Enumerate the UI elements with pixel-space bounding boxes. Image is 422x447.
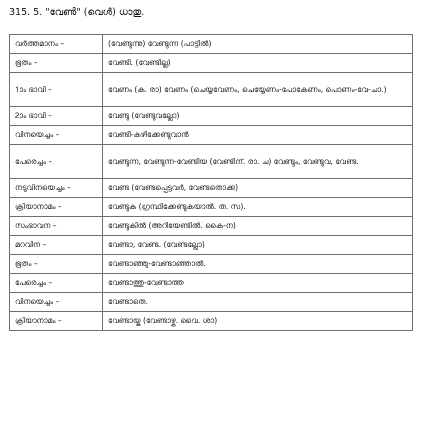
table-row: [10, 236, 413, 255]
form-label: വിനയെച്ചം –: [10, 126, 103, 145]
form-value: വേണ്ടി-കഴിക്കേണ്ടുവാൻ: [103, 126, 413, 145]
form-value: വേണ്ടുന്ന, വേണ്ടുന്ന-വേണ്ടിയ (വേണ്ടിന്. രാ. ച) വേണ്ടും, വേണ്ടുവ, വേണ്ട.: [103, 145, 413, 179]
form-label: 2ാം ഭാവി –: [10, 107, 103, 126]
table-row: [10, 198, 413, 217]
form-value: വേണ്ടുക (ഗ്രന്ഥിക്കേണ്ടുകയാൽ. ത. സ).: [103, 198, 413, 217]
table-row: [10, 274, 413, 293]
form-value: (വേണ്ടുന്നു) വേണ്ടുന്ന (പാട്ടിൽ): [103, 35, 413, 54]
form-label: സംഭാവന –: [10, 217, 103, 236]
table-row: [10, 107, 413, 126]
verb-forms-table: [9, 34, 413, 331]
form-label: മറവിന –: [10, 236, 103, 255]
form-label: ഭൂതം –: [10, 255, 103, 274]
table-row: [10, 145, 413, 179]
form-label: വിനയെച്ചം –: [10, 293, 103, 312]
form-value: വേണ്ടാ, വേണ്ട. (വേണ്ടല്ലോ): [103, 236, 413, 255]
form-value: വേണം (ക. രാ) വേണം (ചെയ്യവേണം, ചെയ്യേണം-പോകേണം, പൊണം-വേ-ചാ.): [103, 73, 413, 107]
form-label: ക്രിയാനാമം –: [10, 312, 103, 331]
table-row: [10, 54, 413, 73]
table-row: [10, 312, 413, 331]
form-value: വേണ്ടു (വേണ്ടുവല്ലോ): [103, 107, 413, 126]
table-row: [10, 217, 413, 236]
form-value: വേണ്ട (വേണ്ടപ്പെട്ടവർ, വേണ്ടതൊക്ക): [103, 179, 413, 198]
table-row: [10, 179, 413, 198]
form-label: പേരെച്ചം –: [10, 145, 103, 179]
form-value: വേണ്ടി. (വേണ്ടില്ല): [103, 54, 413, 73]
form-value: വേണ്ടുകിൽ (അറിയേണ്ടിൽ. കൈ-ന): [103, 217, 413, 236]
form-value: വേണ്ടാത്തു-വേണ്ടാത്ത: [103, 274, 413, 293]
form-value: വേണ്ടാഞ്ഞു-വേണ്ടാഞ്ഞാൽ.: [103, 255, 413, 274]
form-label: 1ാം ഭാവി –: [10, 73, 103, 107]
section-heading: 315. 5. "വേൺ" (വെൾ) ധാതു.: [9, 7, 145, 18]
table-row: [10, 293, 413, 312]
table-row: [10, 126, 413, 145]
form-label: നടുവിനയെച്ചം –: [10, 179, 103, 198]
form-value: വേണ്ടാതെ.: [103, 293, 413, 312]
table-row: [10, 73, 413, 107]
form-value: വേണ്ടായ്ക (വേണ്ടാഴ്ക. വൈ. ശാ): [103, 312, 413, 331]
table-row: [10, 255, 413, 274]
table-row: [10, 35, 413, 54]
form-label: ഭൂതം –: [10, 54, 103, 73]
form-label: ക്രിയാനാമം –: [10, 198, 103, 217]
form-label: പേരെച്ചം –: [10, 274, 103, 293]
form-label: വർത്തമാനം –: [10, 35, 103, 54]
